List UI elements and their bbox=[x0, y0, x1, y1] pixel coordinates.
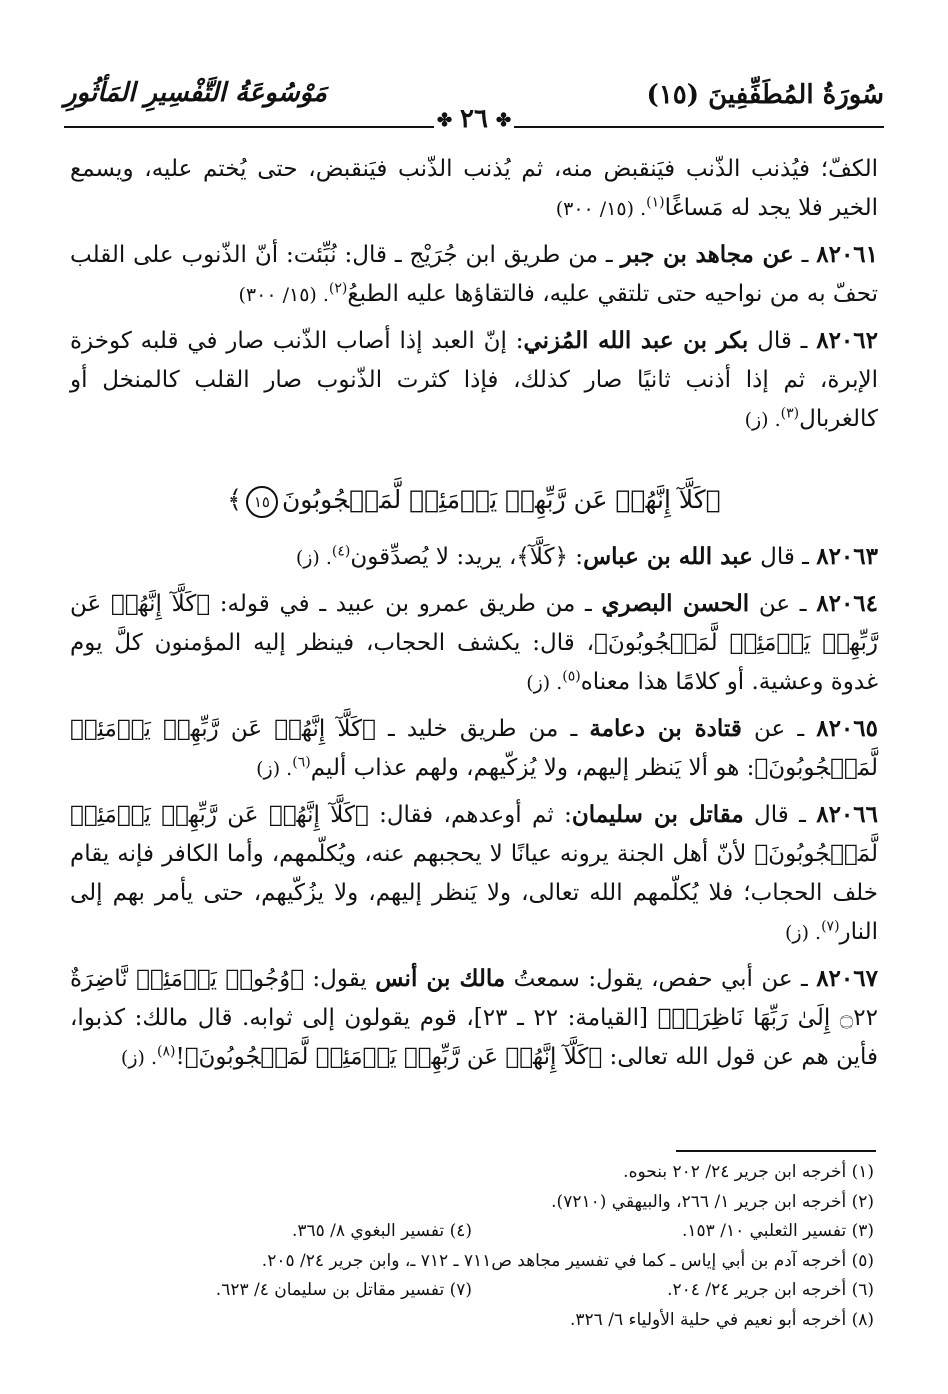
narration-intro: ـ عن bbox=[749, 591, 817, 617]
source-reference: . (ز) bbox=[526, 672, 563, 694]
footnote-6: (٦) أخرجه ابن جرير ٢٤/ ٢٠٤. bbox=[667, 1280, 874, 1300]
narration-82064 bbox=[70, 584, 878, 703]
verse-bracket: ﴾ bbox=[227, 485, 242, 514]
footnote-marker[interactable]: (١) bbox=[646, 194, 665, 211]
narration-text: ـ من طريق عمرو بن عبيد ـ في قوله: ﴿كَلَّآ إِنَّهُمۡ عَن رَّبِّهِمۡ يَوۡمَئِذٖ لَّمَحۡجُوبُونَ﴾، قال: يكشف الحجاب، فينظر إليه المؤمنون كلَّ يوم غدوة وعشية. أو كلامًا هذا معناه bbox=[70, 591, 878, 695]
narration-number: ٨٢٠٦٢ bbox=[816, 327, 878, 354]
footnote-2: (٢) أخرجه ابن جرير ١/ ٢٦٦، والبيهقي (٧٢١٠). bbox=[551, 1191, 874, 1212]
ornament-icon: ✤ bbox=[495, 109, 512, 131]
source-reference: . (١٥/ ٣٠٠) bbox=[555, 198, 647, 220]
narration-number: ٨٢٠٦٧ bbox=[816, 965, 878, 992]
header-rule bbox=[64, 122, 884, 132]
page-number: ٢٦ bbox=[460, 104, 488, 134]
footnote-marker[interactable]: (٨) bbox=[157, 1043, 176, 1060]
narration-intro: ـ قال bbox=[743, 802, 817, 828]
narrator-name: الحسن البصري bbox=[601, 590, 750, 617]
footnote-1: (١) أخرجه ابن جرير ٢٤/ ٢٠٢ بنحوه. bbox=[623, 1162, 874, 1182]
narrator-name: مالك بن أنس bbox=[375, 965, 506, 992]
footnote-marker[interactable]: (٢) bbox=[328, 280, 348, 297]
narration-text: ـ من طريق خليد ـ ﴿كَلَّآ إِنَّهُمۡ عَن رَّبِّهِمۡ يَوۡمَئِذٖ لَّمَحۡجُوبُونَ﴾: هو ألا يَنظر إليهم، ولا يُزكّيهم، ولهم عذاب أليم bbox=[70, 716, 878, 781]
footnote-marker[interactable]: (٤) bbox=[331, 543, 351, 560]
narration-number: ٨٢٠٦٤ bbox=[816, 590, 879, 617]
source-reference: . (ز) bbox=[295, 547, 332, 569]
narration-82066 bbox=[70, 795, 878, 953]
footnotes bbox=[70, 1158, 874, 1335]
footnote-marker[interactable]: (٧) bbox=[821, 918, 840, 935]
source-reference: . (ز) bbox=[744, 409, 781, 431]
narration-number: ٨٢٠٦٣ bbox=[816, 543, 878, 570]
paragraph-text: الكفّ؛ فيُذنب الذّنب فيَنقبض منه، ثم يُذنب الذّنب فيَنقبض، حتى يُختم عليه، ويسمع الخير فلا يجد له مَساغًا bbox=[70, 156, 878, 221]
narration-intro: ـ قال bbox=[752, 544, 817, 570]
ornament-icon: ✤ bbox=[436, 109, 453, 131]
narration-number: ٨٢٠٦١ bbox=[816, 241, 879, 268]
footnote-3: (٣) تفسير الثعلبي ١٠/ ١٥٣. bbox=[681, 1221, 874, 1241]
narration-text: يقول: ﴿وُجُوهٞ يَوۡمَئِذٖ نَّاضِرَةٌ ۝٢٢ إِلَىٰ رَبِّهَا نَاظِرَةٞ﴾ [القيامة: ٢٢ ـ ٢٣]، قوم يقولون إلى ثوابه. قال مالك: كذبوا، فأين هم عن قول الله تعالى: ﴿كَلَّآ إِنَّهُمۡ عَن رَّبِّهِمۡ يَوۡمَئِذٖ لَّمَحۡجُوبُونَ﴾! bbox=[70, 966, 878, 1070]
footnote-7: (٧) تفسير مقاتل بن سليمان ٤/ ٦٢٣. bbox=[215, 1280, 472, 1300]
footnote-row bbox=[70, 1217, 874, 1247]
narration-text: : ﴿كَلَّآ﴾، يريد: لا يُصدِّقون bbox=[350, 544, 584, 570]
quran-verse bbox=[70, 480, 878, 519]
footnote-separator bbox=[676, 1150, 876, 1152]
footnote-5: (٥) أخرجه آدم بن أبي إياس ـ كما في تفسير مجاهد ص٧١١ ـ ٧١٢ ـ، وابن جرير ٢٤/ ٢٠٥. bbox=[261, 1250, 874, 1271]
source-reference: . (ز) bbox=[784, 922, 822, 944]
narration-82062 bbox=[70, 321, 878, 440]
header-rule-left bbox=[64, 126, 434, 128]
main-text bbox=[70, 150, 878, 1084]
narration-number: ٨٢٠٦٥ bbox=[816, 715, 878, 742]
source-reference: . (ز) bbox=[120, 1047, 158, 1069]
footnote-4: (٤) تفسير البغوي ٨/ ٣٦٥. bbox=[291, 1221, 472, 1241]
narration-82065 bbox=[70, 709, 878, 789]
paragraph-continued bbox=[70, 150, 878, 229]
narrator-name: عن مجاهد بن جبر bbox=[620, 241, 794, 268]
encyclopedia-title: مَوْسُوعَةُ التَّفْسِيرِ المَأثُورِ bbox=[64, 78, 327, 108]
narration-82061: ٨٢٠٦١ ـ عن مجاهد بن جبر ـ من طريق ابن جُرَيْج ـ قال: نُبِّئت: أنّ الذّنوب على القلب تحفّ به من نواحيه حتى تلتقي عليه، فالتقاؤها عليه الطبعُ$^{(٢)}$. (١٥/ ٣٠٠) bbox=[70, 241, 879, 307]
narration-82063 bbox=[70, 537, 878, 578]
footnote-marker[interactable]: (٦) bbox=[292, 754, 311, 771]
footnote-marker[interactable]: (٥) bbox=[562, 668, 581, 685]
footnote-marker[interactable]: (٣) bbox=[780, 405, 800, 422]
narrator-name: مقاتل بن سليمان bbox=[571, 801, 744, 828]
narrator-name: قتادة بن دعامة bbox=[589, 715, 742, 742]
surah-title: سُورَةُ المُطَفِّفِينَ (١٥) bbox=[646, 80, 884, 110]
footnote-8: (٨) أخرجه أبو نعيم في حلية الأولياء ٦/ ٣٢٦. bbox=[570, 1309, 874, 1330]
source-reference: . (ز) bbox=[256, 758, 293, 780]
narration-intro: ـ عن أبي حفص، يقول: سمعتُ bbox=[505, 966, 817, 992]
verse-number-badge: ١٥ bbox=[246, 486, 278, 518]
header-rule-right bbox=[514, 126, 884, 128]
narration-text: ـ من طريق ابن جُرَيْج ـ قال: نُبِّئت: أنّ الذّنوب على القلب تحفّ به من نواحيه حتى تلتقي عليه، فالتقاؤها عليه الطبعُ bbox=[70, 242, 878, 307]
narration-intro: ـ عن bbox=[741, 716, 817, 742]
narrator-name: عبد الله بن عباس bbox=[583, 543, 753, 570]
narration-number: ٨٢٠٦٦ bbox=[816, 801, 878, 828]
narration-82067 bbox=[70, 959, 878, 1078]
source-reference: . (١٥/ ٣٠٠) bbox=[238, 284, 329, 306]
footnote-row bbox=[70, 1276, 874, 1306]
verse-text: ﴿كَلَّآ إِنَّهُمۡ عَن رَّبِّهِمۡ يَوۡمَئِذٖ لَّمَحۡجُوبُونَ bbox=[281, 485, 721, 514]
narration-text: : إنّ العبد إذا أصاب الذّنب صار في قلبه كوخزة الإبرة، ثم إذا أذنب ثانيًا صار كذلك، فإذا كثرت الذّنوب صار القلب كالمنخل أو كالغربال bbox=[70, 328, 878, 432]
narration-text: : ثم أوعدهم، فقال: ﴿كَلَّآ إِنَّهُمۡ عَن رَّبِّهِمۡ يَوۡمَئِذٖ لَّمَحۡجُوبُونَ﴾ لأنّ أهل الجنة يرونه عيانًا لا يحجبهم عنه، ويُكلّمهم، وأما الكافر فإنه يقام خلف الحجاب؛ فلا يُكلّمهم الله تعالى، ولا يَنظر إليهم، ولا يزُكّيهم، حتى يأمر بهم إلى النار bbox=[70, 802, 878, 945]
narration-intro: ـ قال bbox=[748, 328, 817, 354]
narrator-name: بكر بن عبد الله المُزني bbox=[523, 327, 749, 354]
